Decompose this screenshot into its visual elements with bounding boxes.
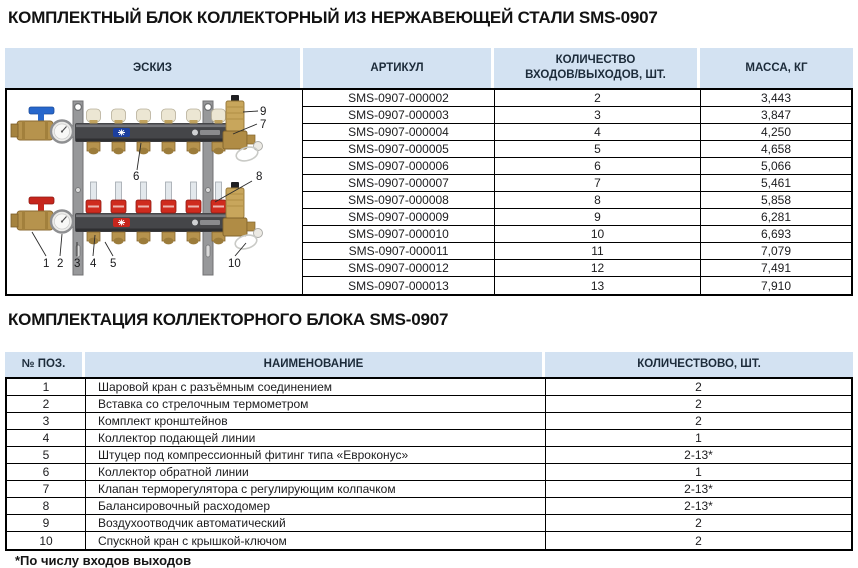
- name-cell: Коллектор обратной линии: [85, 464, 545, 480]
- article-cell: SMS-0907-000013: [348, 278, 449, 293]
- callout-1: 1: [43, 258, 50, 270]
- spec-table-row: [303, 243, 851, 260]
- spec-table-row: [303, 107, 851, 124]
- mass-cell: 7,910: [700, 277, 851, 294]
- article-cell: SMS-0907-000010: [348, 227, 449, 241]
- supply-thermometer: [51, 121, 73, 143]
- header-quantity: КОЛИЧЕСТВОВО, ШТ.: [545, 352, 853, 377]
- callout-10: 10: [228, 258, 241, 270]
- name-cell: Коллектор подающей линии: [85, 430, 545, 446]
- mass-cell: 6,281: [700, 209, 851, 225]
- quantity-cell: 2-13*: [545, 481, 851, 497]
- quantity-cell: 2: [545, 379, 851, 395]
- header-article: АРТИКУЛ: [303, 48, 494, 88]
- count-cell: 13: [494, 277, 700, 294]
- air-vent-top: [223, 95, 263, 163]
- article-cell: SMS-0907-000004: [348, 125, 449, 139]
- callout-8: 8: [256, 171, 263, 183]
- spec-table-row: [303, 192, 851, 209]
- name-cell: Шаровой кран с разъёмным соединением: [85, 379, 545, 395]
- position-cell: 5: [42, 448, 50, 462]
- quantity-cell: 1: [545, 464, 851, 480]
- return-thermometer: [51, 211, 73, 233]
- spec-table-row: [303, 175, 851, 192]
- position-cell: 1: [42, 380, 50, 394]
- header-name: НАИМЕНОВАНИЕ: [85, 352, 545, 377]
- return-ball-valve: [11, 197, 54, 230]
- mass-cell: 5,066: [700, 158, 851, 174]
- red-brand-emblem: [113, 218, 130, 227]
- article-cell: SMS-0907-000006: [348, 159, 449, 173]
- position-cell: 9: [42, 516, 50, 530]
- mass-cell: 7,079: [700, 243, 851, 259]
- quantity-cell: 2: [545, 396, 851, 412]
- name-cell: Балансировочный расходомер: [85, 498, 545, 514]
- callout-4: 4: [90, 258, 97, 270]
- top-bar-logo: [192, 130, 220, 136]
- spec-table-body: [5, 88, 853, 296]
- name-cell: Спускной кран с крышкой-ключом: [85, 532, 545, 549]
- position-cell: 10: [39, 533, 53, 548]
- parts-table-row: [7, 430, 851, 447]
- name-cell: Вставка со стрелочным термометром: [85, 396, 545, 412]
- header-mass: МАССА, КГ: [700, 48, 853, 88]
- callout-5: 5: [110, 258, 117, 270]
- count-cell: 5: [494, 141, 700, 157]
- spec-table-row: [303, 90, 851, 107]
- callout-2: 2: [57, 258, 64, 270]
- position-cell: 7: [42, 482, 50, 496]
- count-cell: 4: [494, 124, 700, 140]
- name-cell: Воздухоотводчик автоматический: [85, 515, 545, 531]
- quantity-cell: 2: [545, 413, 851, 429]
- quantity-cell: 2-13*: [545, 498, 851, 514]
- page-title: КОМПЛЕКТНЫЙ БЛОК КОЛЛЕКТОРНЫЙ ИЗ НЕРЖАВЕЮЩЕЙ СТАЛИ SMS-0907: [8, 8, 658, 27]
- header-count: КОЛИЧЕСТВО ВХОДОВ/ВЫХОДОВ, ШТ.: [494, 48, 700, 88]
- manifold-sketch-cell: [7, 90, 303, 294]
- spec-table: [5, 48, 853, 296]
- count-cell: 2: [494, 90, 700, 106]
- position-cell: 6: [42, 465, 50, 479]
- spec-table-header: [5, 48, 853, 88]
- count-cell: 10: [494, 226, 700, 242]
- article-cell: SMS-0907-000009: [348, 210, 449, 224]
- spec-table-row: [303, 124, 851, 141]
- blue-brand-emblem: [113, 128, 130, 137]
- name-cell: Штуцер под компрессионный фитинг типа «Евроконус»: [85, 447, 545, 463]
- spec-table-row: [303, 141, 851, 158]
- parts-table-header: [5, 352, 853, 377]
- parts-table-row: [7, 481, 851, 498]
- quantity-cell: 2: [545, 532, 851, 549]
- parts-table-row: [7, 379, 851, 396]
- mass-cell: 4,250: [700, 124, 851, 140]
- spec-table-row: [303, 226, 851, 243]
- article-cell: SMS-0907-000011: [348, 244, 449, 258]
- article-cell: SMS-0907-000005: [348, 142, 449, 156]
- spec-table-row: [303, 209, 851, 226]
- count-cell: 7: [494, 175, 700, 191]
- mass-cell: 5,858: [700, 192, 851, 208]
- header-position: № ПОЗ.: [5, 352, 85, 377]
- parts-table: [5, 352, 853, 551]
- parts-table-row: [7, 464, 851, 481]
- article-cell: SMS-0907-000008: [348, 193, 449, 207]
- bottom-bar-logo: [192, 220, 220, 226]
- name-cell: Клапан терморегулятора с регулирующим колпачком: [85, 481, 545, 497]
- callout-6: 6: [133, 171, 140, 183]
- count-cell: 11: [494, 243, 700, 259]
- quantity-cell: 1: [545, 430, 851, 446]
- parts-table-body: [5, 377, 853, 551]
- position-cell: 2: [42, 397, 50, 411]
- supply-ball-valve: [11, 107, 54, 140]
- parts-table-row: [7, 498, 851, 515]
- parts-table-row: [7, 447, 851, 464]
- article-cell: SMS-0907-000012: [348, 261, 449, 275]
- section-title: КОМПЛЕКТАЦИЯ КОЛЛЕКТОРНОГО БЛОКА SMS-0907: [8, 310, 449, 329]
- parts-table-row: [7, 532, 851, 549]
- count-cell: 9: [494, 209, 700, 225]
- article-cell: SMS-0907-000007: [348, 176, 449, 190]
- callout-7: 7: [260, 119, 267, 131]
- air-vent-bottom: [223, 182, 263, 251]
- count-cell: 8: [494, 192, 700, 208]
- article-cell: SMS-0907-000002: [348, 91, 449, 105]
- mass-cell: 5,461: [700, 175, 851, 191]
- article-cell: SMS-0907-000003: [348, 108, 449, 122]
- position-cell: 3: [42, 414, 50, 428]
- quantity-cell: 2: [545, 515, 851, 531]
- spec-table-row: [303, 260, 851, 277]
- mass-cell: 3,847: [700, 107, 851, 123]
- spec-rows: [303, 90, 851, 294]
- footnote: *По числу входов выходов: [15, 553, 192, 568]
- parts-table-row: [7, 413, 851, 430]
- callout-9: 9: [260, 106, 267, 118]
- position-cell: 4: [42, 431, 50, 445]
- callout-3: 3: [74, 258, 81, 270]
- header-sketch: ЭСКИЗ: [5, 48, 303, 88]
- mass-cell: 3,443: [700, 90, 851, 106]
- spec-table-row: [303, 158, 851, 175]
- parts-table-row: [7, 515, 851, 532]
- name-cell: Комплект кронштейнов: [85, 413, 545, 429]
- quantity-cell: 2-13*: [545, 447, 851, 463]
- count-cell: 3: [494, 107, 700, 123]
- manifold-photo: [7, 90, 301, 291]
- mass-cell: 4,658: [700, 141, 851, 157]
- mass-cell: 7,491: [700, 260, 851, 276]
- count-cell: 6: [494, 158, 700, 174]
- position-cell: 8: [42, 499, 50, 513]
- mass-cell: 6,693: [700, 226, 851, 242]
- parts-table-row: [7, 396, 851, 413]
- spec-table-row: [303, 277, 851, 294]
- count-cell: 12: [494, 260, 700, 276]
